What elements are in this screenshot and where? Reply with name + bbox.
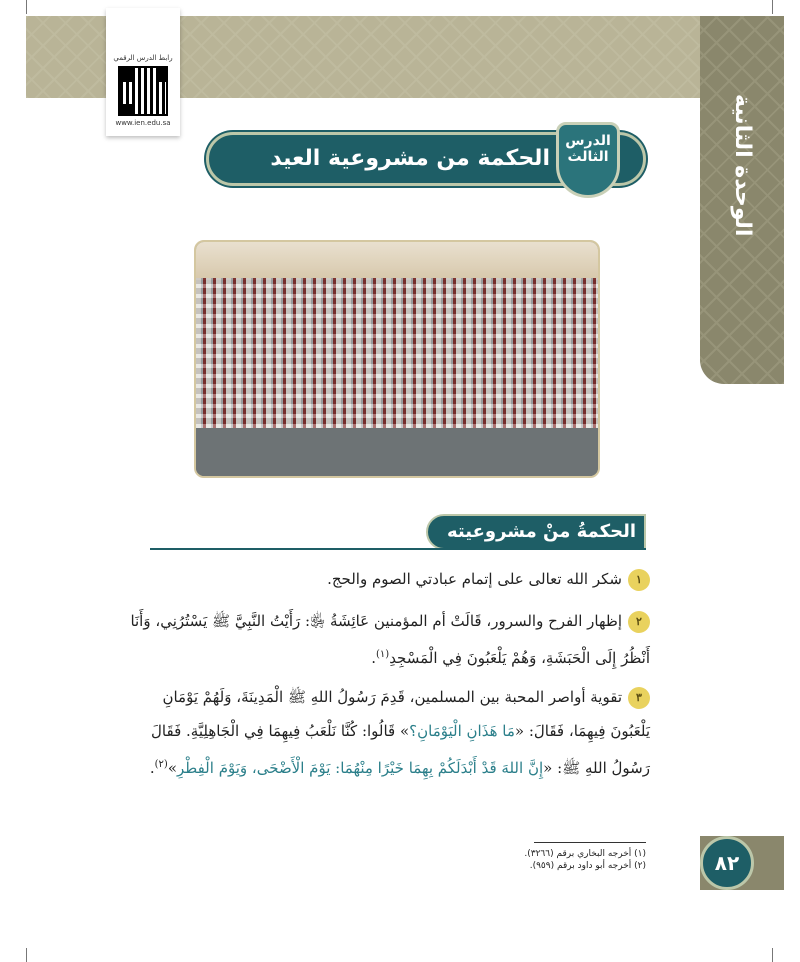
bullet-number: ٢ (628, 611, 650, 633)
item-text: شكر الله تعالى على إتمام عبادتي الصوم والحج. (327, 570, 622, 588)
lesson-badge (556, 122, 620, 198)
lesson-title: الحكمة من مشروعية العيد (270, 146, 550, 171)
qr-card[interactable] (106, 8, 180, 136)
crop-mark (26, 948, 27, 962)
eid-prayer-photo (194, 240, 600, 478)
hadith-quote: إِنَّ اللهَ قَدْ أَبْدَلَكُمْ بِهِمَا خَيْرًا مِنْهُمَا: يَوْمَ الْأَضْحَى، وَيَوْمَ الْفِطْرِ (177, 759, 544, 777)
footnote-ref: (١) (376, 649, 390, 660)
unit-label: الوحدة الثانية (730, 93, 755, 237)
item-text: تقوية أواصر المحبة بين المسلمين، قَدِمَ رَسُولُ اللهِ ﷺ الْمَدِينَةَ، وَلَهُمْ يَوْمَانِ يَلْعَبُونَ فِيهِمَا، فَقَالَ: « (162, 688, 650, 740)
badge-line2: الثالث (567, 149, 609, 165)
footnote: (١) أخرجه البخاري برقم (٣٢٦٦). (524, 849, 646, 859)
section-title: الحكمةُ منْ مشروعيته (447, 521, 636, 542)
bullet-number: ٣ (628, 687, 650, 709)
hadith-quote: مَا هَذَانِ الْيَوْمَانِ؟ (409, 722, 515, 740)
list-item (130, 604, 650, 675)
footnote: (٢) أخرجه أبو داود برقم (٩٥٩). (529, 861, 646, 871)
item-text: » (167, 759, 178, 777)
qr-url[interactable]: www.ien.edu.sa (115, 119, 171, 127)
badge-line1: الدرس (565, 133, 611, 149)
footnote-ref: (٢) (154, 759, 168, 770)
crop-mark (26, 0, 27, 14)
bullet-number: ١ (628, 569, 650, 591)
photo-crowd (196, 278, 598, 428)
item-end: . (149, 759, 155, 777)
item-text: » قَالُوا: كُنَّا نَلْعَبُ فِيهِمَا فِي الْجَاهِلِيَّةِ. فَقَالَ رَسُولُ اللهِ ﷺ: « (151, 722, 650, 777)
page-number: ٨٢ (700, 836, 754, 890)
crop-mark (772, 948, 773, 962)
crop-mark (772, 0, 773, 14)
qr-caption: رابط الدرس الرقمي (113, 54, 173, 62)
photo-sky (196, 242, 598, 280)
footnote-rule (534, 842, 646, 843)
list-item (130, 680, 650, 785)
qr-code-icon[interactable] (118, 66, 168, 116)
item-end: . (371, 649, 376, 667)
item-text: إظهار الفرح والسرور، قَالَتْ أم المؤمنين عَائِشَةُ ﵂: رَأَيْتُ النَّبِيَّ ﷺ يَسْتُرُنِي، وَأَنَا أَنْظُرُ إِلَى الْحَبَشَةِ، وَهُمْ يَلْعَبُونَ فِي الْمَسْجِدِ (130, 612, 650, 667)
list-item (130, 562, 650, 596)
section-rule (150, 548, 646, 550)
photo-ground (196, 428, 598, 478)
